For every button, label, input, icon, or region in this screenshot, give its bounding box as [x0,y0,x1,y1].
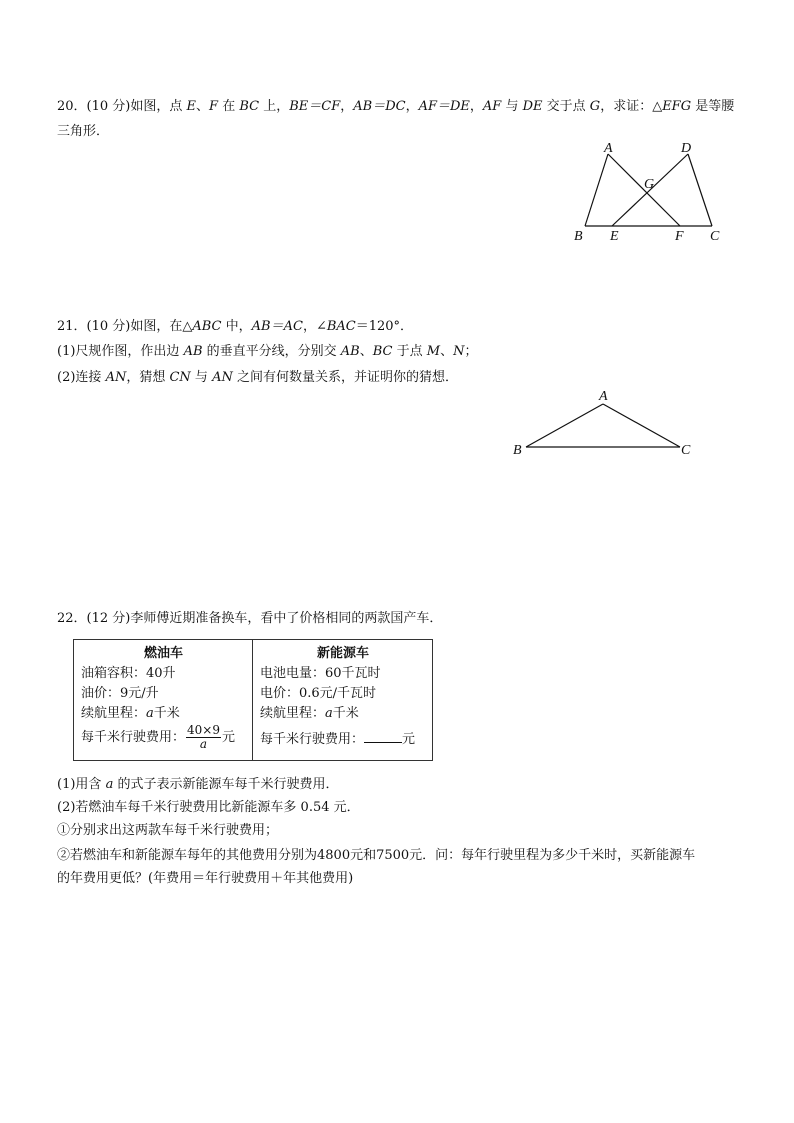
segment-ac [603,404,680,447]
q20-line1: 20．(10 分)如图，点 E、F 在 BC 上，BE＝CF，AB＝DC，AF＝DE，AF 与 DE 交于点 G，求证：△EFG 是等腰 [57,99,735,114]
ev-car-heading: 新能源车 [316,646,369,661]
fuel-car-cell [74,640,253,761]
q21-line1: 21．(10 分)如图，在△ABC 中，AB＝AC，∠BAC＝120°． [57,319,414,334]
fuel-tank-row: 油箱容积：40升 [81,666,176,681]
car-comparison-table [73,639,433,761]
q22-sub2-line1: ②若燃油车和新能源车每年的其他费用分别为4800元和7500元．问：每年行驶里程为多少千米时，买新能源车 [57,848,696,863]
label-f: F [675,229,684,244]
q22-part1: (1)用含 a 的式子表示新能源车每千米行驶费用． [57,777,339,792]
q22-intro: 22．(12 分)李师傅近期准备换车，看中了价格相同的两款国产车． [57,611,443,626]
q21-figure [505,385,705,460]
label-d: D [681,141,692,156]
q22-sub2-line2: 的年费用更低？(年费用＝年行驶费用＋年其他费用) [57,871,354,886]
ev-cost-row: 每千米行驶费用： 元 [260,729,426,750]
fuel-price-row: 油价：9元/升 [81,686,159,701]
q21-part2: (2)连接 AN，猜想 CN 与 AN 之间有何数量关系，并证明你的猜想． [57,370,458,385]
label-b: B [513,443,522,458]
segment-dc [688,154,712,226]
fuel-range-row: 续航里程：a千米 [81,706,180,721]
segment-ab [526,404,603,447]
segment-ab [585,154,608,226]
q22-sub1: ①分别求出这两款车每千米行驶费用； [57,823,279,838]
label-c: C [710,229,720,244]
q21-part1: (1)尺规作图，作出边 AB 的垂直平分线，分别交 AB、BC 于点 M、N； [57,344,478,359]
label-a: A [604,141,613,156]
label-a: A [599,389,608,404]
ev-range-row: 续航里程：a千米 [260,706,359,721]
fuel-cost-fraction: $\frac{40\times 9}{a}$ [187,723,220,751]
q20-line2: 三角形． [57,124,110,139]
fuel-cost-row: 每千米行驶费用： $\frac{40\times 9}{a}$ 元 [81,723,235,751]
fuel-car-heading: 燃油车 [143,646,183,661]
ev-car-cell [253,640,433,761]
q22-part2: (2)若燃油车每千米行驶费用比新能源车多 0.54 元． [57,800,360,815]
ev-battery-row: 电池电量：60千瓦时 [260,666,381,681]
label-c: C [681,443,691,458]
label-e: E [610,229,619,244]
q21-figure-lines [526,404,680,447]
label-b: B [574,229,583,244]
ev-price-row: 电价：0.6元/千瓦时 [260,686,377,701]
label-g: G [644,177,655,192]
ev-cost-blank[interactable] [364,729,402,743]
q20-figure [570,140,730,245]
